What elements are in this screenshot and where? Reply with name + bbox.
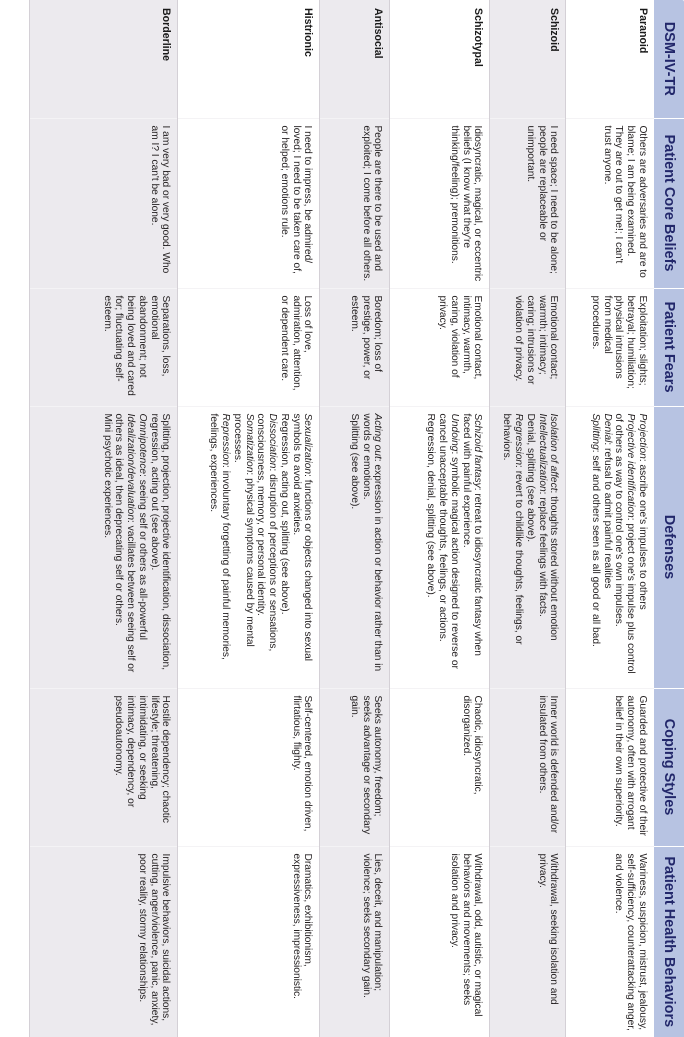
- cell-defenses: [30, 406, 178, 688]
- defense-term: Sexualization: [302, 413, 314, 475]
- defense-description: Regression, acting out, splitting (see above).: [278, 413, 290, 615]
- table-row: [566, 0, 654, 1037]
- row-dsm-label: Schizotypal: [390, 0, 490, 118]
- defense-item: [524, 414, 536, 682]
- defense-description: : replace feelings with facts.: [536, 491, 548, 617]
- header-core-beliefs: Patient Core Beliefs: [654, 118, 684, 288]
- defense-description: : ascribe one's impulses to others: [637, 458, 648, 610]
- cell-health-behaviors: Withdrawal, odd, autistic, or magical behaviors and movements; seeks isolation and privacy.: [390, 846, 490, 1037]
- personality-disorders-table: [30, 0, 684, 1037]
- cell-core-beliefs: I am very bad or very good. Who am I? I can't be alone.: [30, 118, 178, 288]
- defense-description: : symbolic magical action designed to reverse or cancel unacceptable thoughts, feelings, or actions.: [437, 413, 460, 669]
- defense-description: Regression, denial, splitting (see above).: [425, 413, 437, 598]
- defense-item: [536, 414, 548, 682]
- defense-item: [101, 414, 113, 682]
- defense-item: [501, 414, 525, 682]
- table-row: [490, 0, 566, 1037]
- cell-coping-styles: Seeks autonomy, freedom; seeks advantage or secondary gain.: [320, 688, 390, 846]
- defense-term: Schizoid fantasy: [472, 413, 484, 488]
- defense-item: [425, 414, 437, 682]
- header-coping-styles: Coping Styles: [654, 688, 684, 846]
- cell-coping-styles: Inner world is defended and/or insulated from others.: [490, 688, 566, 846]
- defense-description: Mini psychotic experiences.: [101, 413, 113, 539]
- cell-fears: Boredom; loss of prestige, power, or esteem.: [320, 288, 390, 406]
- table-row: [390, 0, 490, 1037]
- defense-description: Splitting (see above).: [348, 413, 360, 510]
- defense-item: [231, 414, 255, 682]
- defense-term: Denial: [601, 413, 613, 443]
- row-dsm-label: Histrionic: [178, 0, 320, 118]
- defense-term: Projective identification: [625, 413, 637, 518]
- defense-description: : thoughts stored without emotion: [548, 490, 560, 641]
- defense-term: Undoing: [448, 413, 460, 452]
- defense-description: Splitting, projection, projective identification, dissociation, regression, acting out (see above).: [148, 413, 172, 671]
- header-dsm: DSM-IV-TR: [654, 0, 684, 118]
- defense-term: Acting out: [372, 413, 384, 459]
- cell-coping-styles: Guarded and protective of their autonomy, often with arrogant belief in their own superiority.: [566, 688, 654, 846]
- defense-item: [436, 414, 460, 682]
- cell-fears: Loss of love, admiration, attention, or dependent care.: [178, 288, 320, 406]
- defense-item: [360, 414, 384, 682]
- defense-item: [113, 414, 137, 682]
- cell-defenses: [320, 406, 390, 688]
- defense-item: [636, 414, 648, 682]
- defense-description: : refusal to admit painful realities: [601, 442, 613, 589]
- defense-term: Omnipotence: [136, 413, 148, 475]
- defense-term: Isolation of affect: [548, 413, 560, 491]
- defense-term: Somatization: [243, 413, 255, 473]
- cell-defenses: [490, 406, 566, 688]
- defense-description: : disruption of perceptions or sensations, consciousness, memory, or personal identity.: [255, 413, 279, 652]
- cell-coping-styles: Chaotic, idiosyncratic, disorganized.: [390, 688, 490, 846]
- defense-item: [601, 414, 613, 682]
- defense-description: : retreat to idiosyncratic fantasy when faced with painful experience.: [460, 413, 484, 656]
- row-dsm-label: Antisocial: [320, 0, 390, 118]
- defense-description: : functions or objects changed into sexual symbols to avoid anxieties.: [290, 413, 314, 661]
- cell-fears: Emotional contact, intimacy, warmth, caring, violation of privacy.: [390, 288, 490, 406]
- defense-item: [613, 414, 637, 682]
- defense-description: : project one's impulse plus control of others as way to control one's own impulses.: [613, 413, 637, 674]
- defense-item: [278, 414, 290, 682]
- defense-description: : expression in action or behavior rather than in words or emotions.: [360, 413, 384, 672]
- defense-description: : physical symptoms caused by mental processes.: [231, 413, 255, 647]
- cell-fears: Emotional contact; warmth; intimacy; caring; intrusions or violation of privacy.: [490, 288, 566, 406]
- defense-term: Repression: [219, 413, 231, 466]
- defense-term: Idealization/devaluation: [125, 413, 137, 520]
- defense-term: Regression: [513, 413, 525, 466]
- row-dsm-label: Schizoid: [490, 0, 566, 118]
- defense-item: [589, 414, 601, 682]
- defense-description: : involuntary forgetting of painful memories, feelings, experiences.: [208, 413, 231, 660]
- row-dsm-label: Paranoid: [566, 0, 654, 118]
- cell-fears: Exploitation; slights; betrayal; humiliation; physical intrusions from medical procedures.: [566, 288, 654, 406]
- cell-health-behaviors: Withdrawal, seeking isolation and privacy.: [490, 846, 566, 1037]
- cell-core-beliefs: People are there to be used and exploited; I come before all others.: [320, 118, 390, 288]
- header-health-behaviors: Patient Health Behaviors: [654, 846, 684, 1037]
- defense-term: Intellectualization: [536, 413, 548, 492]
- row-dsm-label: Borderline: [30, 0, 178, 118]
- cell-fears: Separations, loss, emotional abandonment; not being loved and cared for; fluctuating self-esteem.: [30, 288, 178, 406]
- header-row: [654, 0, 684, 1037]
- defense-description: : seeing self or others as all-powerful: [136, 474, 148, 641]
- defense-term: Projection: [637, 413, 648, 459]
- cell-core-beliefs: Idiosyncratic, magical, or eccentric beliefs (I know what they're thinking/feeling); premonitions.: [390, 118, 490, 288]
- cell-health-behaviors: Lies, deceit, and manipulation; violence; seeks secondary gain.: [320, 846, 390, 1037]
- defense-item: [290, 414, 314, 682]
- cell-coping-styles: Hostile dependency; chaotic lifestyle; threatening, intimidating, or seeking intimacy, dependency, or pseudoautonomy.: [30, 688, 178, 846]
- defense-item: [460, 414, 484, 682]
- defense-description: Denial, splitting (see above).: [524, 413, 536, 543]
- table-row: [178, 0, 320, 1037]
- cell-health-behaviors: Wariness, suspicion, mistrust, jealousy, self-sufficiency, counterattacking anger, and violence.: [566, 846, 654, 1037]
- header-fears: Patient Fears: [654, 288, 684, 406]
- defense-description: : self and others seen as all good or all bad.: [589, 449, 601, 647]
- defense-item: [548, 414, 560, 682]
- cell-core-beliefs: I need space; I need to be alone; people are replaceable or unimportant.: [490, 118, 566, 288]
- defense-item: [148, 414, 172, 682]
- defense-item: [136, 414, 148, 682]
- defense-item: [207, 414, 231, 682]
- header-defenses: Defenses: [654, 406, 684, 688]
- cell-health-behaviors: Impulsive behaviors, suicidal actions, cutting, anger/violence, panic, anxiety, poor reality, stormy relationships.: [30, 846, 178, 1037]
- defense-term: Splitting: [589, 413, 601, 450]
- table-row: [30, 0, 178, 1037]
- defense-item: [255, 414, 279, 682]
- cell-core-beliefs: I need to impress, be admired/ loved; I need to be taken care of, or helped; emotions rule.: [178, 118, 320, 288]
- cell-core-beliefs: Others are adversaries and are to blame; I am being examined. They are out to get me!; I can't trust anyone.: [566, 118, 654, 288]
- table-row: [320, 0, 390, 1037]
- defense-term: Dissociation: [267, 413, 279, 469]
- cell-defenses: [178, 406, 320, 688]
- cell-defenses: [390, 406, 490, 688]
- defense-description: : vacillates between seeing self or others as ideal, then deprecating self or others.: [113, 413, 137, 673]
- cell-health-behaviors: Dramatics, exhibitionism, expressiveness, impressionistic.: [178, 846, 320, 1037]
- defense-description: : revert to childlike thoughts, feelings, or behaviors.: [501, 413, 525, 645]
- cell-coping-styles: Self-centered, emotion driven, flirtatious, flighty.: [178, 688, 320, 846]
- cell-defenses: [566, 406, 654, 688]
- defense-item: [348, 414, 360, 682]
